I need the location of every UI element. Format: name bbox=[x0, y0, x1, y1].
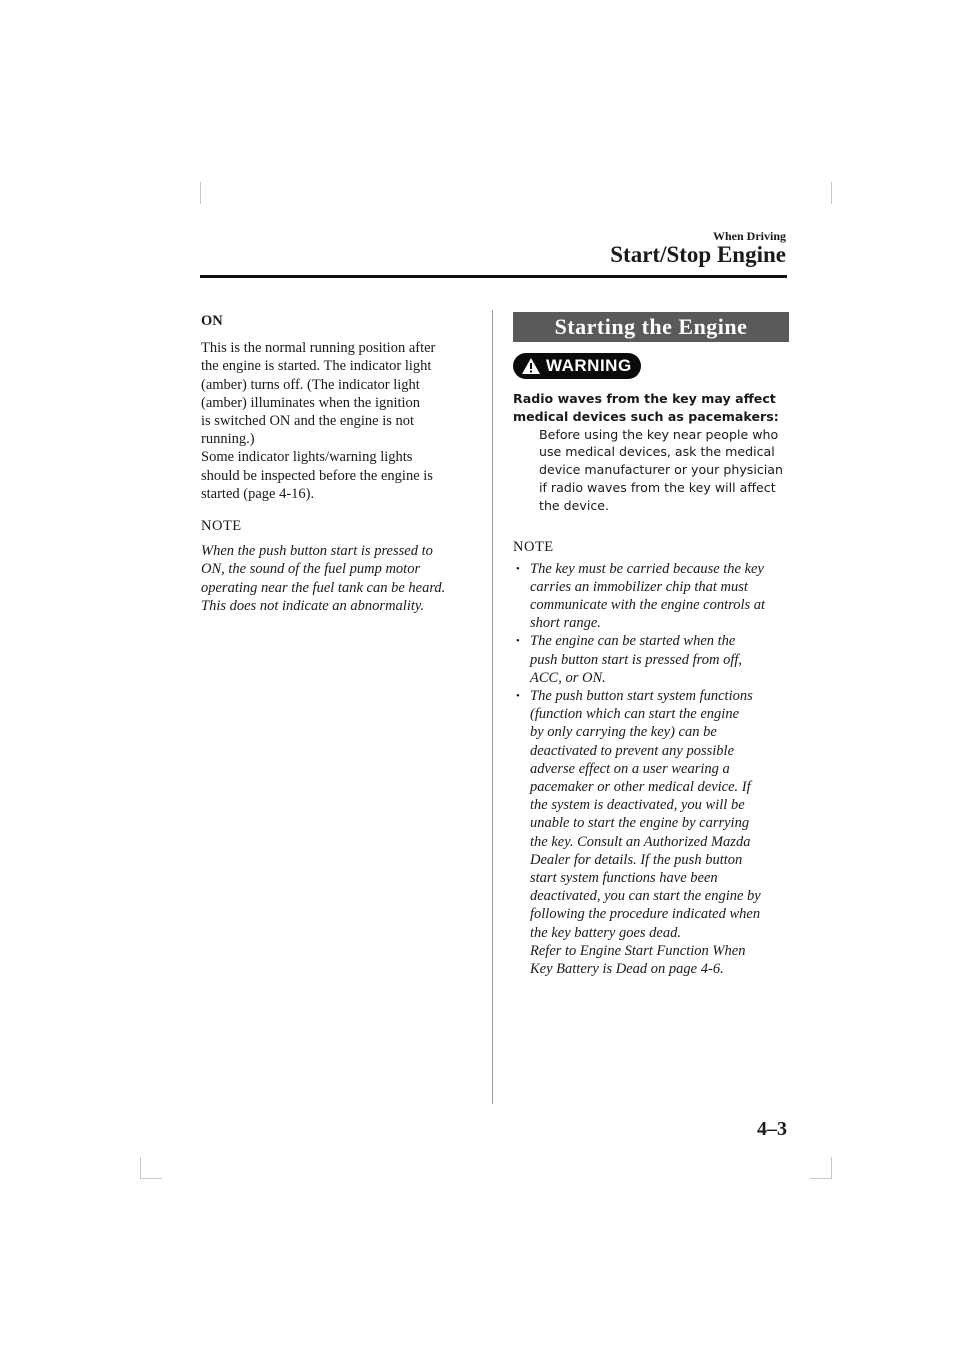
column-divider bbox=[492, 310, 493, 1104]
list-item bbox=[513, 687, 789, 978]
bullet-dot: • bbox=[516, 562, 520, 575]
crop-mark-bottom-left-h bbox=[140, 1178, 162, 1179]
warning-label: WARNING bbox=[546, 356, 632, 375]
text-line: Key Battery is Dead on page 4-6. bbox=[530, 961, 724, 978]
text-line: (amber) illuminates when the ignition bbox=[201, 394, 421, 411]
crop-mark-top-left bbox=[200, 182, 201, 204]
header-rule bbox=[200, 275, 787, 278]
section-title-bar: Starting the Engine bbox=[513, 312, 789, 342]
text-line: operating near the fuel tank can be heard. bbox=[201, 579, 446, 596]
text-line: medical devices such as pacemakers: bbox=[513, 408, 779, 424]
page-title: Start/Stop Engine bbox=[610, 242, 786, 267]
text-line: the key. Consult an Authorized Mazda bbox=[530, 833, 751, 850]
crop-mark-bottom-left bbox=[140, 1157, 141, 1179]
text-line: the system is deactivated, you will be bbox=[530, 797, 745, 814]
text-line: Before using the key near people who bbox=[539, 426, 779, 442]
text-line: start system functions have been bbox=[530, 870, 718, 887]
list-item bbox=[513, 632, 789, 687]
left-column bbox=[201, 312, 473, 615]
note-label: NOTE bbox=[201, 518, 242, 535]
text-line: Refer to Engine Start Function When bbox=[530, 942, 746, 959]
note-label-right: NOTE bbox=[513, 538, 554, 555]
text-line: pacemaker or other medical device. If bbox=[530, 779, 751, 796]
warning-badge bbox=[513, 353, 641, 379]
text-line: adverse effect on a user wearing a bbox=[530, 760, 730, 777]
crop-mark-bottom-right-h bbox=[810, 1178, 832, 1179]
text-line: carries an immobilizer chip that must bbox=[530, 578, 748, 595]
text-line: Radio waves from the key may affect bbox=[513, 391, 776, 406]
header-section-label: When Driving bbox=[712, 229, 786, 243]
crop-mark-top-right bbox=[831, 182, 832, 204]
text-line: is switched ON and the engine is not bbox=[201, 413, 415, 430]
bullet-dot: • bbox=[516, 635, 520, 648]
on-description bbox=[201, 339, 473, 503]
text-line: communicate with the engine controls at bbox=[530, 596, 766, 613]
text-line: if radio waves from the key will affect bbox=[539, 479, 776, 495]
text-line: ACC, or ON. bbox=[530, 669, 606, 686]
text-line: When the push button start is pressed to bbox=[201, 543, 433, 560]
text-line: deactivated to prevent any possible bbox=[530, 742, 735, 759]
text-line: should be inspected before the engine is bbox=[201, 467, 433, 484]
page-number: 4–3 bbox=[757, 1118, 787, 1140]
list-item bbox=[513, 560, 789, 633]
text-line: This does not indicate an abnormality. bbox=[201, 597, 425, 614]
text-line: The push button start system functions bbox=[530, 688, 753, 704]
text-line: by only carrying the key) can be bbox=[530, 724, 717, 741]
note-text bbox=[201, 542, 473, 615]
text-line: The engine can be started when the bbox=[530, 633, 736, 650]
text-line: started (page 4-16). bbox=[201, 485, 315, 502]
text-line: This is the normal running position after bbox=[201, 340, 436, 357]
crop-mark-bottom-right bbox=[831, 1157, 832, 1179]
warning-title bbox=[513, 390, 789, 426]
text-line: The key must be carried because the key bbox=[530, 560, 764, 577]
text-line: (amber) turns off. (The indicator light bbox=[201, 376, 420, 393]
text-line: the device. bbox=[539, 497, 610, 513]
text-line: running.) bbox=[201, 431, 255, 448]
text-line: device manufacturer or your physician bbox=[539, 462, 783, 478]
text-line: following the procedure indicated when bbox=[530, 906, 761, 923]
warning-body bbox=[539, 426, 789, 515]
text-line: Some indicator lights/warning lights bbox=[201, 449, 413, 466]
note-bullet-list bbox=[513, 560, 789, 979]
right-column bbox=[513, 312, 789, 978]
text-line: Dealer for details. If the push button bbox=[530, 851, 743, 868]
text-line: unable to start the engine by carrying bbox=[530, 815, 750, 832]
text-line: ON, the sound of the fuel pump motor bbox=[201, 561, 421, 578]
text-line: use medical devices, ask the medical bbox=[539, 444, 775, 460]
text-line: short range. bbox=[530, 615, 601, 632]
warning-triangle-icon bbox=[521, 357, 541, 375]
text-line: push button start is pressed from off, bbox=[530, 651, 743, 668]
bullet-dot: • bbox=[516, 690, 520, 702]
on-heading: ON bbox=[201, 313, 223, 329]
text-line: the engine is started. The indicator light bbox=[201, 358, 432, 375]
text-line: deactivated, you can start the engine by bbox=[530, 888, 761, 905]
text-line: the key battery goes dead. bbox=[530, 924, 681, 941]
text-line: (function which can start the engine bbox=[530, 706, 740, 723]
